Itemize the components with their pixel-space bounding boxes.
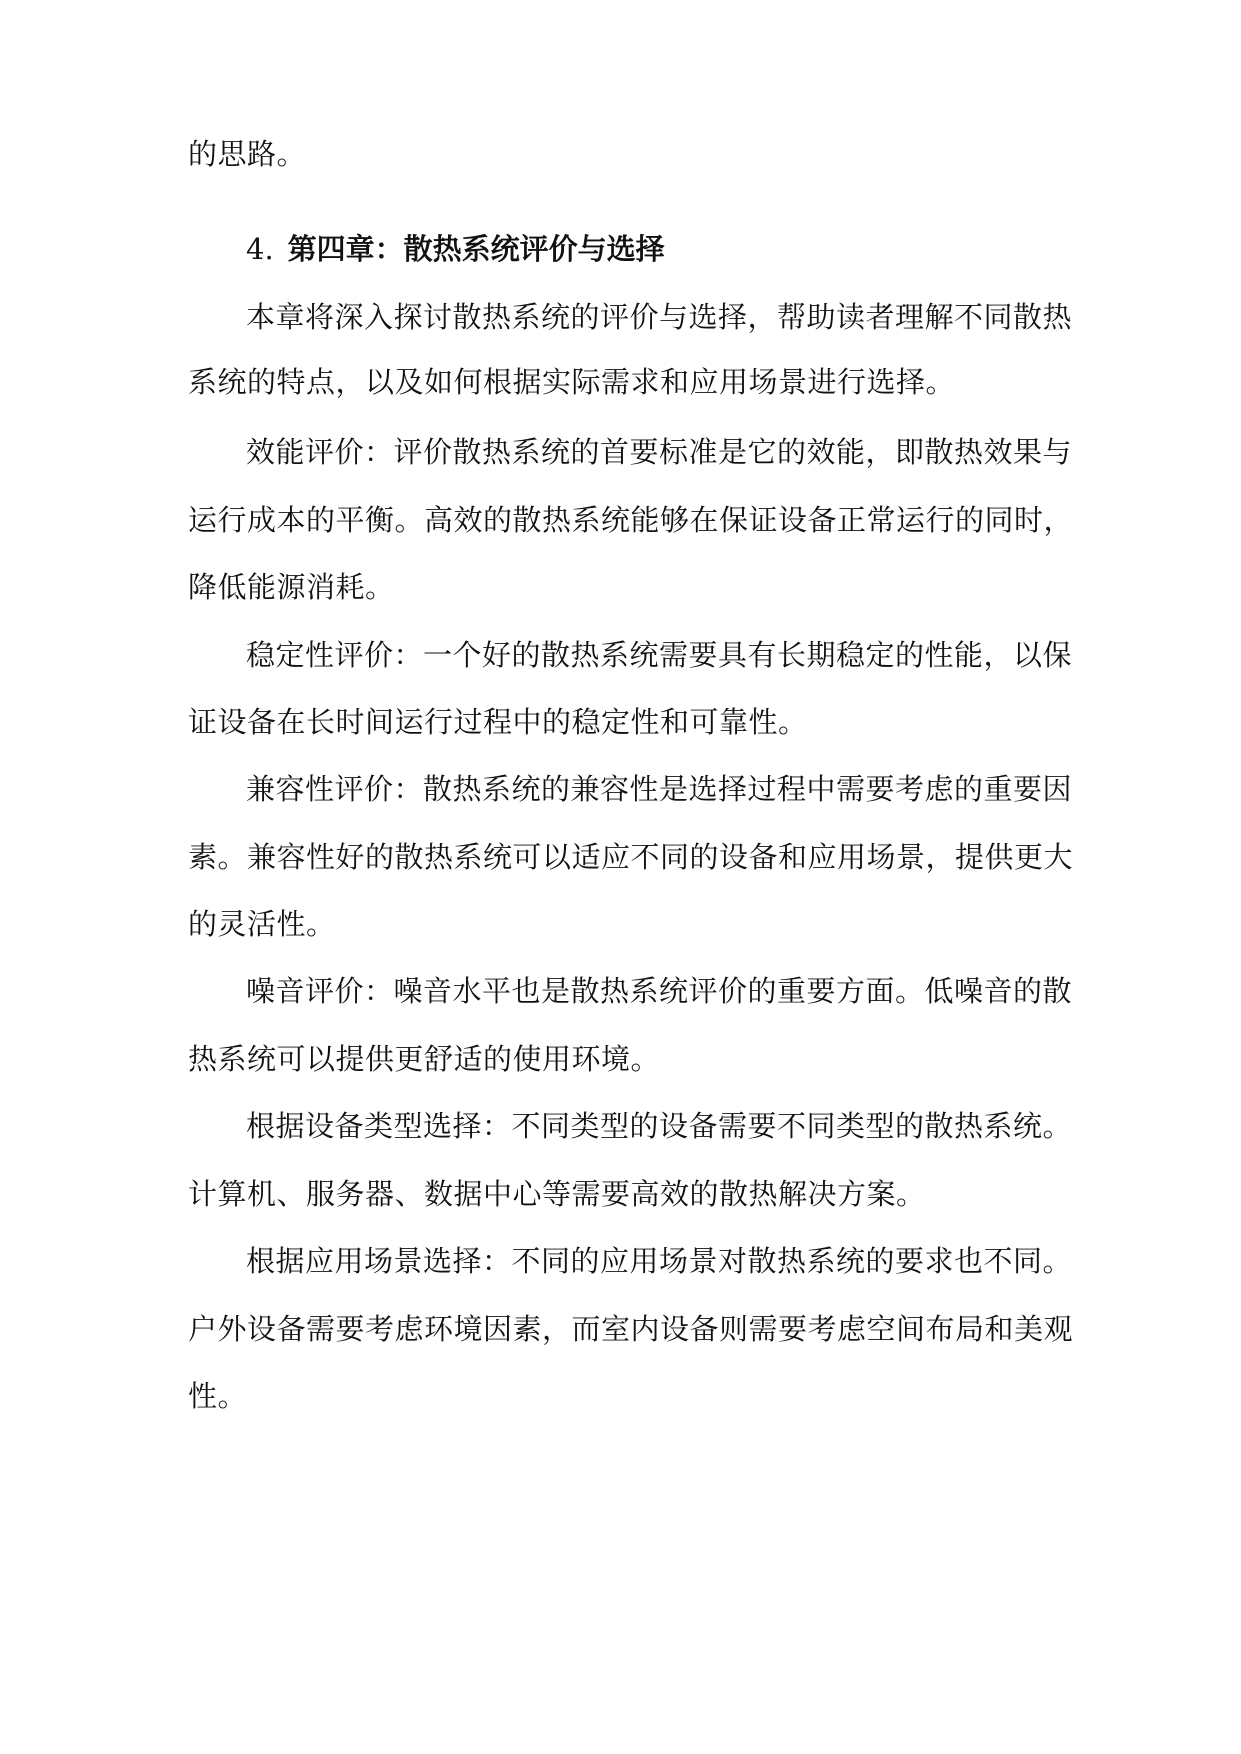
- chapter-heading: [246, 229, 665, 269]
- chapter-number: 4.: [246, 232, 274, 266]
- paragraph-line: 根据设备类型选择：不同类型的设备需要不同类型的散热系统。: [246, 1109, 1073, 1143]
- continuation-line: 的思路。: [188, 137, 307, 171]
- paragraph-line: 性。: [188, 1379, 248, 1413]
- paragraph-line: 的灵活性。: [188, 907, 336, 941]
- paragraph-line: 素。兼容性好的散热系统可以适应不同的设备和应用场景，提供更大: [188, 840, 1074, 874]
- chapter-title: 第四章：散热系统评价与选择: [287, 232, 665, 266]
- paragraph-line: 系统的特点，以及如何根据实际需求和应用场景进行选择。: [188, 365, 956, 399]
- paragraph-line: 热系统可以提供更舒适的使用环境。: [188, 1042, 661, 1076]
- paragraph-line: 本章将深入探讨散热系统的评价与选择，帮助读者理解不同散热: [246, 300, 1073, 334]
- paragraph-line: 效能评价：评价散热系统的首要标准是它的效能，即散热效果与: [246, 435, 1073, 469]
- paragraph-line: 稳定性评价：一个好的散热系统需要具有长期稳定的性能，以保: [246, 638, 1073, 672]
- paragraph-line: 证设备在长时间运行过程中的稳定性和可靠性。: [188, 705, 808, 739]
- paragraph-line: 运行成本的平衡。高效的散热系统能够在保证设备正常运行的同时，: [188, 503, 1074, 537]
- paragraph-line: 降低能源消耗。: [188, 570, 395, 604]
- paragraph-line: 根据应用场景选择：不同的应用场景对散热系统的要求也不同。: [246, 1244, 1073, 1278]
- paragraph-line: 户外设备需要考虑环境因素，而室内设备则需要考虑空间布局和美观: [188, 1312, 1074, 1346]
- paragraph-line: 计算机、服务器、数据中心等需要高效的散热解决方案。: [188, 1177, 926, 1211]
- paragraph-line: 噪音评价：噪音水平也是散热系统评价的重要方面。低噪音的散: [246, 974, 1073, 1008]
- paragraph-line: 兼容性评价：散热系统的兼容性是选择过程中需要考虑的重要因: [246, 772, 1073, 806]
